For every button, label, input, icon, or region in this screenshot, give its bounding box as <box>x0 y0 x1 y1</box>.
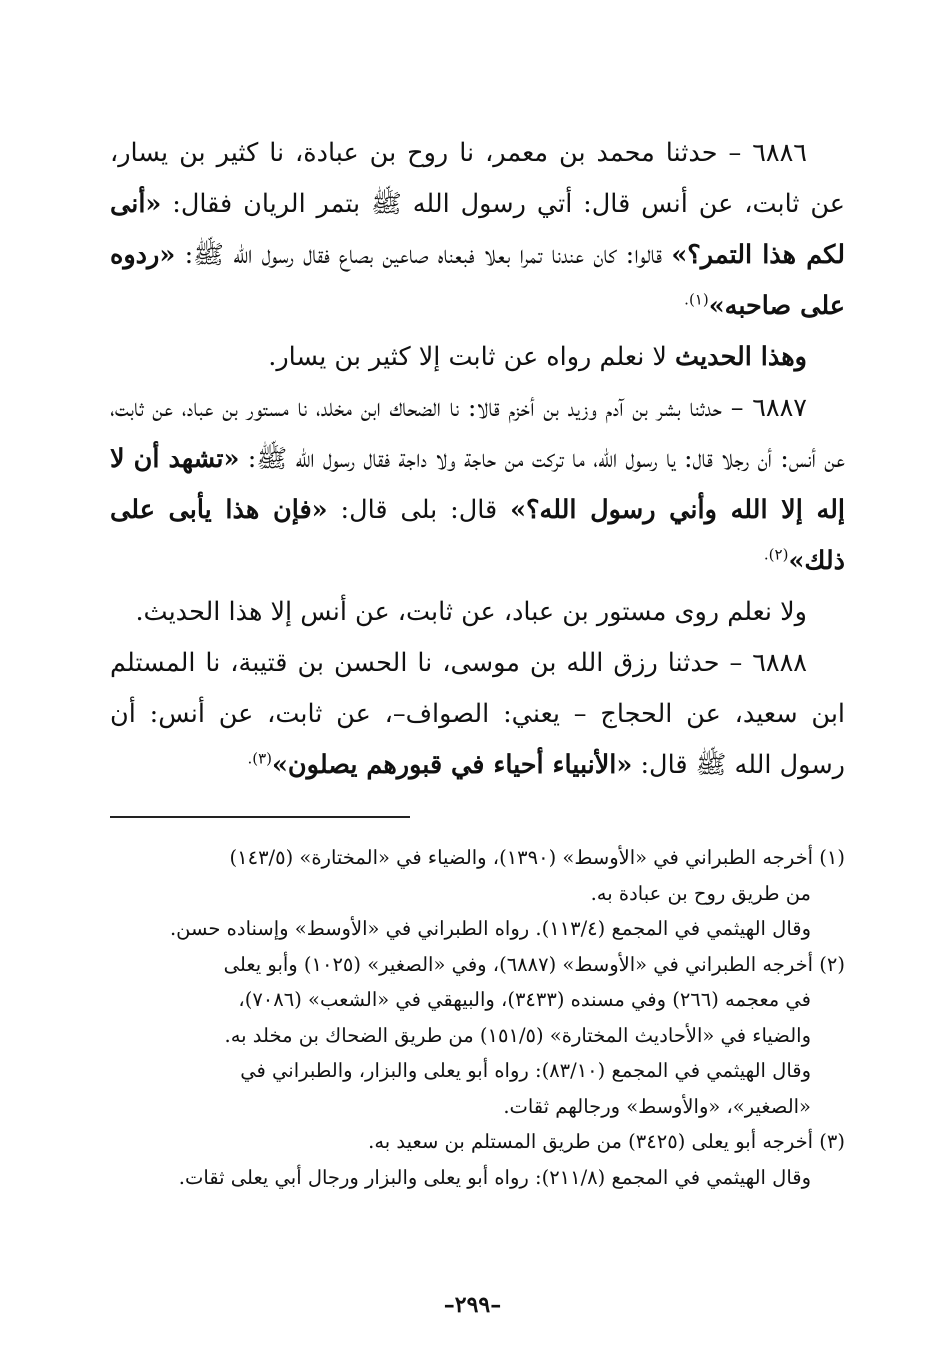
book-page <box>110 128 845 1348</box>
hadith-6887 <box>110 383 845 587</box>
hadith-text: ٦٨٨٨ – حدثنا رزق الله بن موسى، نا الحسن بن قتيبة، نا المستلم ابن سعيد، عن الحجاج – يعني: الصواف–، عن ثابت، عن أنس: أن رسول الله ﷺ قال: <box>110 648 845 780</box>
footnote-ref: (٢). <box>763 545 789 564</box>
hadith-6888 <box>110 638 845 791</box>
hadith-quote: «أنى لكم هذا التمر؟» <box>110 189 846 270</box>
footnote-2-line: والضياء في «الأحاديث المختارة» (١٥١/٥) من طريق الضحاك بن مخلد به. <box>224 1023 811 1047</box>
comment-text: لا نعلم رواه عن ثابت إلا كثير بن يسار. <box>268 342 676 372</box>
page-number: –٢٩٩– <box>443 1292 502 1318</box>
comment-6886 <box>110 332 845 383</box>
footnote-ref: (٣). <box>247 749 272 768</box>
footnote-separator <box>110 816 410 818</box>
footnote-1-line: وقال الهيثمي في المجمع (١١٣/٤). رواه الطبراني في «الأوسط» وإسناده حسن. <box>169 917 811 940</box>
hadith-quote: «الأنبياء أحياء في قبورهم يصلون» <box>271 750 633 780</box>
footnote-1-line: (١) أخرجه الطبراني في «الأوسط» (١٣٩٠)، والضياء في «المختارة» (١٤٣/٥) <box>229 846 845 869</box>
hadith-quote: «تشهد أن لا إله إلا الله وأني رسول الله؟» <box>110 444 845 525</box>
footnote-2-line: وقال الهيثمي في المجمع (٨٣/١٠): رواه أبو يعلى والبزار، والطبراني في <box>240 1059 811 1082</box>
hadith-text: ٦٨٨٦ – حدثنا محمد بن معمر، نا روح بن عبادة، نا كثير بن يسار، عن ثابت، عن أنس قال: أتي رسول الله ﷺ بتمر الريان فقال: <box>110 138 845 219</box>
hadith-quote: «فإن هذا يأبى على ذلك» <box>110 495 845 576</box>
footnote-2-line: «الصغير»، «والأوسط» ورجالهم ثقات. <box>503 1094 811 1118</box>
footnote-1-line: من طريق روح بن عبادة به. <box>590 881 811 905</box>
hadith-text: قالوا: كان عندنا تمرا بعلا فبعناه صاعين بصاع فقال رسول الله ﷺ: <box>175 240 672 270</box>
comment-6887: ولا نعلم روى مستور بن عباد، عن ثابت، عن أنس إلا هذا الحديث. <box>135 597 807 627</box>
main-text <box>110 128 845 791</box>
hadith-text: قال: بلى قال: <box>327 495 511 525</box>
comment-lead: وهذا الحديث <box>675 342 807 372</box>
footnote-3-line: (٣) أخرجه أبو يعلى (٣٤٢٥) من طريق المستلم بن سعيد به. <box>368 1130 845 1153</box>
hadith-6886 <box>110 128 845 332</box>
footnotes <box>110 840 845 1195</box>
footnote-2-line: في معجمه (٢٦٦) وفي مسنده (٣٤٣٣)، والبيهقي في «الشعب» (٧٠٨٦)، <box>238 988 811 1011</box>
footnote-2-line: (٢) أخرجه الطبراني في «الأوسط» (٦٨٨٧)، وفي «الصغير» (١٠٢٥) وأبو يعلى <box>223 952 845 976</box>
hadith-quote: «ردوه على صاحبه» <box>110 240 845 321</box>
hadith-text: ٦٨٨٧ – حدثنا بشر بن آدم وزيد بن أخزم قالا: نا الضحاك ابن مخلد، نا مستور بن عباد، عن ثابت، عن أنس: أن رجلا قال: يا رسول الله، ما تركت من حاجة ولا داجة فقال رسول الله ﷺ: <box>110 393 845 474</box>
footnote-ref: (١). <box>684 290 709 309</box>
footnote-3-line: وقال الهيثمي في المجمع (٢١١/٨): رواه أبو يعلى والبزار ورجال أبي يعلى ثقات. <box>178 1165 811 1189</box>
